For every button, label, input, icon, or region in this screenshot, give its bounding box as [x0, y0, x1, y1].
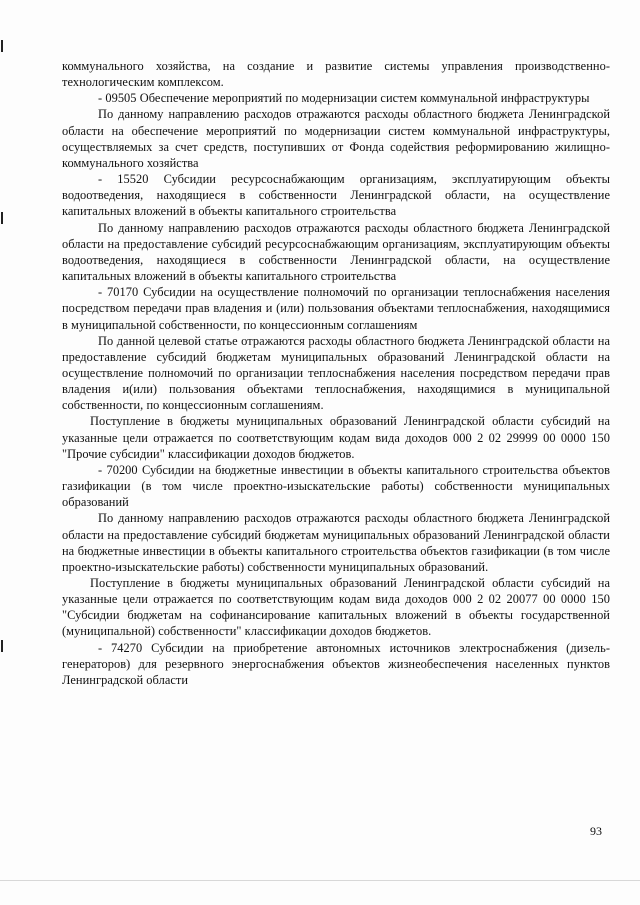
paragraph-code-74270: - 74270 Субсидии на приобретение автономных источников электроснабжения (дизель-генераторов) для резервного энергоснабжения объектов жизнеобеспечения населенных пунктов Ленинградской области: [62, 640, 610, 687]
paragraph-description: По данной целевой статье отражаются расходы областного бюджета Ленинградской области на предоставление субсидий бюджетам муниципальных образований Ленинградской области на осуществление полномочий по организации теплоснабжения населения посредством передачи прав владения и(или) пользования объектами теплоснабжения, находящимися в муниципальной собственности, по концессионным соглашениям.: [62, 333, 610, 413]
document-body: [62, 58, 610, 688]
paragraph-continuation: коммунального хозяйства, на создание и развитие системы управления производственно-технологическим комплексом.: [62, 59, 610, 90]
paragraph-code-70170: - 70170 Субсидии на осуществление полномочий по организации теплоснабжения населения посредством передачи прав владения и (или) пользования объектами теплоснабжения, находящимися в муниципальной собственности, по концессионным соглашениям: [62, 285, 610, 332]
paragraph-revenue-note: Поступление в бюджеты муниципальных образований Ленинградской области субсидий на указанные цели отражается по соответствующим кодам вида доходов 000 2 02 20077 00 0000 150 "Субсидии бюджетам на софинансирование капитальных вложений в объекты государственной (муниципальной) собственности" классификации доходов бюджетов.: [62, 576, 610, 639]
page-number: 93: [590, 824, 602, 838]
margin-mark: [1, 212, 3, 224]
paragraph-description: По данному направлению расходов отражаются расходы областного бюджета Ленинградской области на предоставление субсидий ресурсоснабжающим организациям, эксплуатирующим объекты водоотведения, находящиеся в собственности Ленинградской области, на осуществление капитальных вложений в объекты капитального строительства: [62, 220, 610, 284]
paragraph-revenue-note: Поступление в бюджеты муниципальных образований Ленинградской области субсидий на указанные цели отражается по соответствующим кодам вида доходов 000 2 02 29999 00 0000 150 "Прочие субсидии" классификации доходов бюджетов.: [62, 414, 610, 461]
margin-mark: [1, 40, 3, 52]
paragraph-description: По данному направлению расходов отражаются расходы областного бюджета Ленинградской области на предоставление субсидий бюджетам муниципальных образований Ленинградской области на бюджетные инвестиции в объекты капитального строительства объектов газификации (в том числе проектно-изыскательские работы) собственности муниципальных образований.: [62, 511, 610, 574]
margin-mark: [1, 640, 3, 652]
bottom-divider: [0, 880, 640, 881]
paragraph-code-15520: - 15520 Субсидии ресурсоснабжающим организациям, эксплуатирующим объекты водоотведения, находящиеся в собственности Ленинградской области, на осуществление капитальных вложений в объекты капитального строительства: [62, 172, 610, 219]
paragraph-code-70200: - 70200 Субсидии на бюджетные инвестиции в объекты капитального строительства объектов газификации (в том числе проектно-изыскательские работы) собственности муниципальных образований: [62, 462, 610, 510]
paragraph-code-09505: - 09505 Обеспечение мероприятий по модернизации систем коммунальной инфраструктуры: [98, 91, 590, 106]
paragraph-description: По данному направлению расходов отражаются расходы областного бюджета Ленинградской области на обеспечение мероприятий по модернизации систем коммунальной инфраструктуры, осуществляемых за счет средств, поступивших от Фонда содействия реформированию жилищно-коммунального хозяйства: [62, 107, 610, 170]
